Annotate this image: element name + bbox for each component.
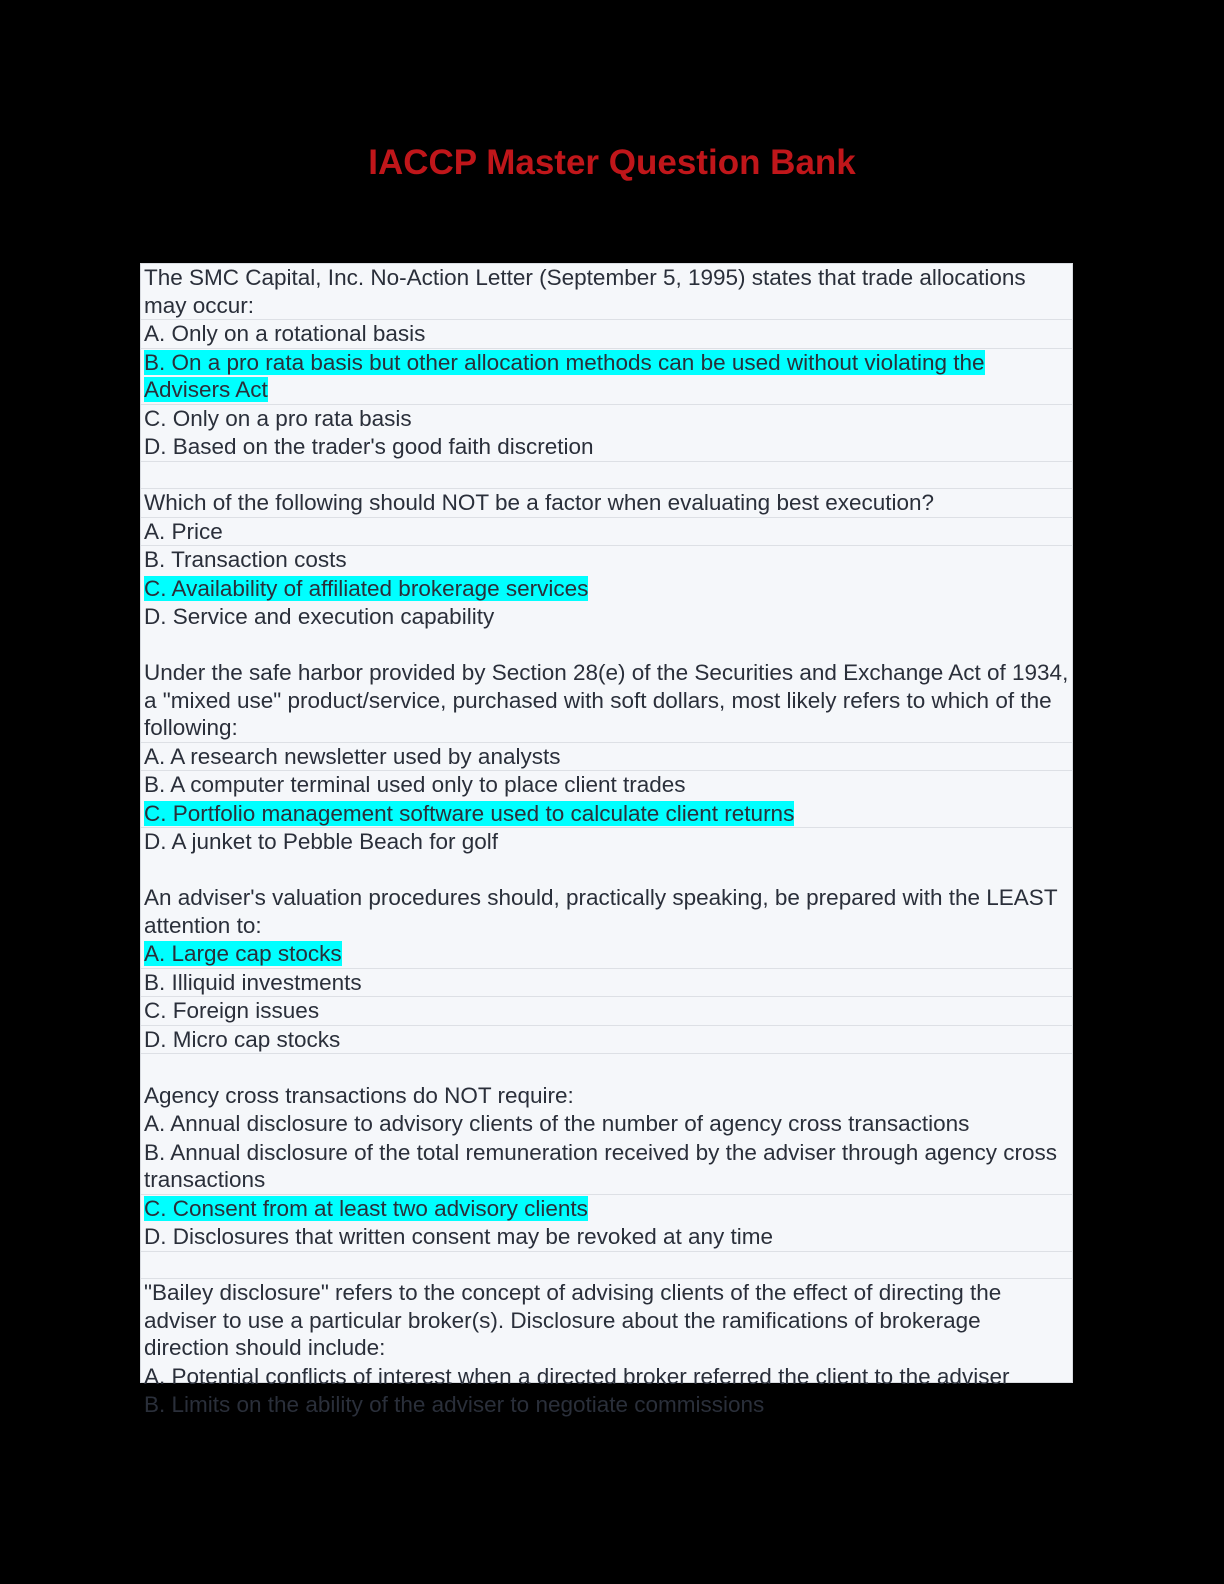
answer-option: A. Only on a rotational basis: [141, 320, 1072, 349]
blank-row: [141, 1054, 1072, 1082]
question-text: Which of the following should NOT be a factor when evaluating best execution?: [141, 489, 1072, 518]
answer-option-correct: [141, 800, 1072, 829]
answer-option: D. A junket to Pebble Beach for golf: [144, 829, 498, 854]
highlight-mark: B. On a pro rata basis but other allocation methods can be used without violating the Advisers Act: [144, 349, 985, 402]
question-text: An adviser's valuation procedures should, practically speaking, be prepared with the LEAST attention to:: [144, 885, 1058, 938]
answer-option-correct: [141, 940, 1072, 969]
answer-option: A. Price: [141, 518, 1072, 547]
answer-option: D. Disclosures that written consent may be revoked at any time: [141, 1223, 1072, 1252]
answer-option: B. A computer terminal used only to place client trades: [144, 772, 686, 797]
answer-option: A. Potential conflicts of interest when a directed broker referred the client to the adviser: [144, 1363, 1010, 1389]
question-text: "Bailey disclosure" refers to the concept of advising clients of the effect of directing the adviser to use a particular broker(s). Disclosure about the ramifications of brokerage direction should include:: [144, 1280, 1002, 1360]
answer-option: B. Limits on the ability of the adviser to negotiate commissions: [144, 1392, 765, 1417]
answer-option: D. Service and execution capability: [144, 604, 495, 629]
answer-option: D. Based on the trader's good faith discretion: [141, 433, 1072, 462]
answer-option: B. Annual disclosure of the total remuneration received by the adviser through agency cross transactions: [141, 1139, 1072, 1195]
highlight-mark: A. Large cap stocks: [144, 941, 342, 966]
question-text: The SMC Capital, Inc. No-Action Letter (September 5, 1995) states that trade allocations may occur:: [141, 264, 1072, 320]
blank-row: [141, 462, 1072, 490]
answer-option: D. Micro cap stocks: [141, 1026, 1072, 1055]
answer-option: C. Foreign issues: [141, 997, 1072, 1026]
answer-option-correct: [141, 349, 1072, 405]
document-title: IACCP Master Question Bank: [368, 143, 856, 182]
answer-option-correct: [141, 1195, 1072, 1224]
answer-option-correct: [141, 575, 1072, 604]
answer-option: C. Only on a pro rata basis: [144, 405, 412, 431]
question-text: Agency cross transactions do NOT require:: [144, 1082, 574, 1108]
highlight-mark: C. Consent from at least two advisory clients: [144, 1195, 588, 1221]
answer-option: B. Illiquid investments: [141, 969, 1072, 998]
answer-option: A. A research newsletter used by analysts: [141, 743, 1072, 772]
blank-row: [141, 857, 1072, 885]
highlight-mark: C. Availability of affiliated brokerage services: [144, 575, 589, 601]
question-sheet: [140, 263, 1073, 1417]
answer-option: A. Annual disclosure to advisory clients of the number of agency cross transactions: [144, 1111, 970, 1136]
answer-option: B. Transaction costs: [144, 547, 347, 572]
question-text: Under the safe harbor provided by Section 28(e) of the Securities and Exchange Act of 1934, a "mixed use" product/service, purchased with soft dollars, most likely refers to which of the following:: [141, 659, 1072, 743]
blank-row: [141, 632, 1072, 660]
blank-row: [141, 1252, 1072, 1280]
highlight-mark: C. Portfolio management software used to calculate client returns: [144, 800, 795, 826]
